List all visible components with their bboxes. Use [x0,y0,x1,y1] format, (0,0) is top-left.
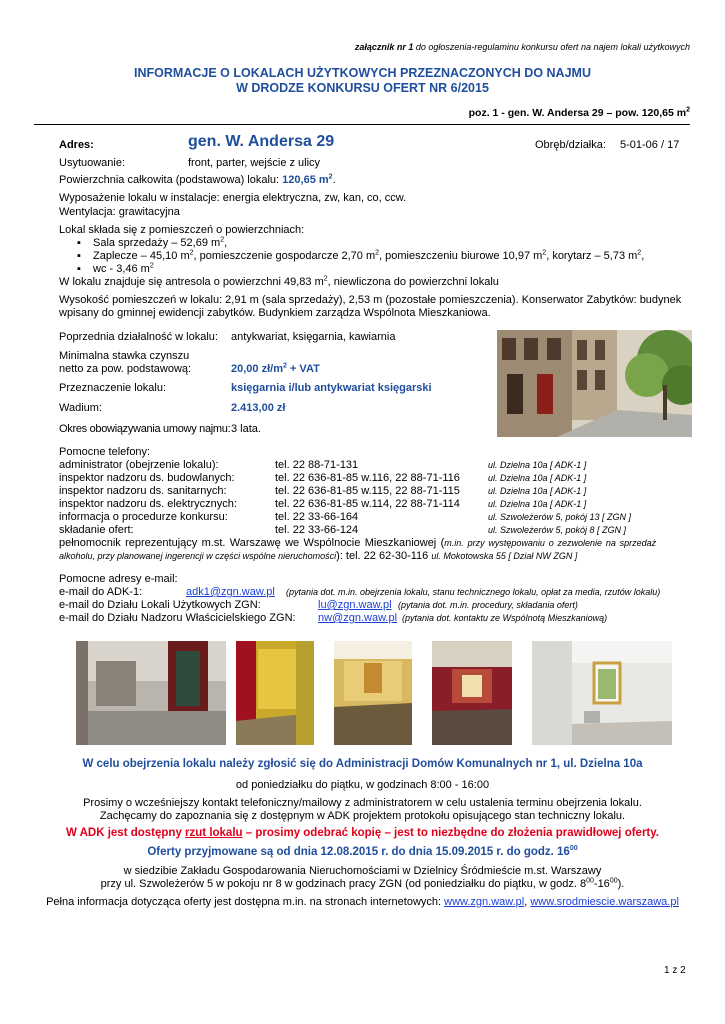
phone-role: składanie ofert: [59,524,134,536]
phone-address: ul. Szwoleżerów 5, pokój 8 [ ZGN ] [488,525,627,535]
phone-address: ul. Dzielna 10a [ ADK-1 ] [488,473,587,483]
building-photo [497,330,692,437]
term-label: Okres obowiązywania umowy najmu: [59,423,231,435]
term-value: 3 lata. [231,423,261,435]
header-divider [34,124,690,125]
interior-photo [76,641,226,745]
rooms-intro: Lokal składa się z pomieszczeń o powierzchniach: [59,224,305,236]
email-link-lu[interactable]: lu@zgn.waw.pl [318,599,392,611]
list-item: ▪ Sala sprzedaży – 52,69 $m^2$, [59,237,644,250]
email-label: e-mail do Działu Nadzoru Właścicielskiego ZGN: [59,612,296,624]
antresola-text: W lokalu znajduje się antresola o powierzchni 49,83 $m^2$, niewliczona do powierzchni lokalu [59,275,499,288]
full-info-line: Pełna informacja dotycząca oferty jest dostępna m.in. na stronach internetowych: www.zgn.waw.pl, www.srodmiescie.warszawa.pl [46,896,679,908]
page-number: 1 z 2 [664,965,686,976]
list-item: ▪ wc - 3,46 $m^2$ [59,263,644,276]
interior-photo [334,641,412,745]
purpose-label: Przeznaczenie lokalu: [59,382,167,394]
phone-address: ul. Dzielna 10a [ ADK-1 ] [488,486,587,496]
purpose-value: księgarnia i/lub antykwariat księgarski [231,382,432,394]
plot-value: 5-01-06 / 17 [620,139,680,151]
rate-value: 20,00 $zł/m^2$ + VAT [231,362,320,375]
phone-number: tel. 22 636-81-85 w.114, 22 88-71-114 [275,498,460,510]
floorplan-notice: W ADK jest dostępny rzut lokalu – prosimy odebrać kopię – jest to niezbędne do złożenia prawidłowej oferty. [65,827,659,839]
visit-title: W celu obejrzenia lokalu należy zgłosić się do Administracji Domów Komunalnych nr 1, ul. Dzielna 10a [82,758,643,770]
prev-activity-label: Poprzednia działalność w lokalu: [59,331,218,343]
phone-number: tel. 22 636-81-85 w.116, 22 88-71-116 [275,472,460,484]
rooms-list [59,237,644,276]
contact-request-2: Zachęcamy do zapoznania się z dostępnym w ADK projektem protokołu opisującego stan techniczny lokalu. [99,810,626,822]
area-line: Powierzchnia całkowita (podstawowa) lokalu: 120,65 $m^2$. [59,173,336,186]
phone-number: tel. 22 636-81-85 w.115, 22 88-71-115 [275,485,460,497]
phone-number: tel. 22 33-66-124 [275,524,359,536]
phones-title: Pomocne telefony: [59,446,151,458]
link-zgn[interactable]: www.zgn.waw.pl [444,896,525,908]
email-note: (pytania dot. m.in. obejrzenia lokalu, stanu technicznego lokalu, opłat za media, rzutów lokalu) [286,587,661,597]
address-label: Adres: [59,139,94,151]
ventilation-text: Wentylacja: grawitacyjna [59,206,180,218]
email-label: e-mail do Działu Lokali Użytkowych ZGN: [59,599,261,611]
offers-deadline: Oferty przyjmowane są od dnia 12.08.2015 r. do dnia 15.09.2015 r. do godz. $16^{00}$ [147,845,578,858]
email-note: (pytania dot. m.in. procedury, składania ofert) [398,600,578,610]
emails-title: Pomocne adresy e-mail: [59,573,178,585]
address-value: gen. W. Andersa 29 [188,133,335,150]
deposit-value: 2.413,00 zł [231,402,286,414]
list-item: ▪ Zaplecze – 45,10 $m^2$, pomieszczenie gospodarcze 2,70 $m^2$, pomieszczeniu biurowe 10,97 $m^2$, korytarz – 5,73 $m^2$, [59,250,644,263]
email-note: (pytania dot. kontaktu ze Wspólnotą Mieszkaniową) [402,613,608,623]
deposit-label: Wadium: [59,402,102,414]
visit-hours: od poniedziałku do piątku, w godzinach 8:00 - 16:00 [235,779,490,791]
interior-photo [532,641,672,745]
phone-address: ul. Szwoleżerów 5, pokój 13 [ ZGN ] [488,512,632,522]
proxy-line-2: alkoholu, przy planowanej ingerencji w części wspólne nieruchomości): tel. 22 62-30-116 ul. Mokotowska 55 [ Dział NW ZGN ] [59,550,578,562]
prev-activity-value: antykwariat, księgarnia, kawiarnia [231,331,396,343]
height-text-2: wpisany do gminnej ewidencji zabytków. Budynkiem zarządza Wspólnota Mieszkaniowa. [59,307,491,319]
link-srodmiescie[interactable]: www.srodmiescie.warszawa.pl [530,896,679,908]
plot-label: Obręb/działka: [535,139,606,151]
email-link-nw[interactable]: nw@zgn.waw.pl [318,612,398,624]
phone-address: ul. Dzielna 10a [ ADK-1 ] [488,499,587,509]
rate-label-2: netto za pow. podstawową: [59,363,192,375]
position-line: poz. 1 - gen. W. Andersa 29 – pow. 120,65 $m^2$ [468,106,690,119]
location-label: Usytuowanie: [59,157,126,169]
email-link-adk1[interactable]: adk1@zgn.waw.pl [186,586,275,598]
document-title-line1: INFORMACJE O LOKALACH UŻYTKOWYCH PRZEZNACZONYCH DO NAJMU [134,66,591,80]
document-title-line2: W DRODZE KONKURSU OFERT NR 6/2015 [236,81,489,95]
interior-photo [432,641,512,745]
phone-address: ul. Dzielna 10a [ ADK-1 ] [488,460,587,470]
interior-photo [236,641,314,745]
proxy-line-1: pełnomocnik reprezentujący m.st. Warszawę we Wspólnocie Mieszkaniowej (m.in. przy występowaniu o zezwolenie na sprzedaż [59,537,657,549]
hq-line-2: przy ul. Szwoleżerów 5 w pokoju nr 8 w godzinach pracy ZGN (od poniedziałku do piątku, w godz. $8^{00}-16^{00}$). [100,877,625,890]
phone-role: informacja o procedurze konkursu: [59,511,228,523]
email-label: e-mail do ADK-1: [59,586,143,598]
phone-role: inspektor nadzoru ds. sanitarnych: [59,485,227,497]
phone-number: tel. 22 88-71-131 [275,459,359,471]
location-value: front, parter, wejście z ulicy [188,157,321,169]
rate-label-1: Minimalna stawka czynszu [59,350,190,362]
height-text-1: Wysokość pomieszczeń w lokalu: 2,91 m (sala sprzedaży), 2,53 m (pozostałe pomieszczenia). Konserwator Zabytków: budynek [59,294,682,306]
attachment-note: załącznik nr 1 do ogłoszenia-regulaminu konkursu ofert na najem lokali użytkowych [354,42,690,52]
equipment-text: Wyposażenie lokalu w instalacje: energia elektryczna, zw, kan, co, ccw. [59,192,407,204]
phone-role: inspektor nadzoru ds. elektrycznych: [59,498,237,510]
contact-request-1: Prosimy o wcześniejszy kontakt telefoniczny/mailowy z administratorem w celu ustalenia terminu obejrzenia lokalu. [83,797,642,809]
phone-role: inspektor nadzoru ds. budowlanych: [59,472,235,484]
phone-number: tel. 22 33-66-164 [275,511,359,523]
hq-line-1: w siedzibie Zakładu Gospodarowania Nieruchomościami w Dzielnicy Śródmieście m.st. Warszawy [123,865,602,877]
phone-role: administrator (obejrzenie lokalu): [59,459,219,471]
